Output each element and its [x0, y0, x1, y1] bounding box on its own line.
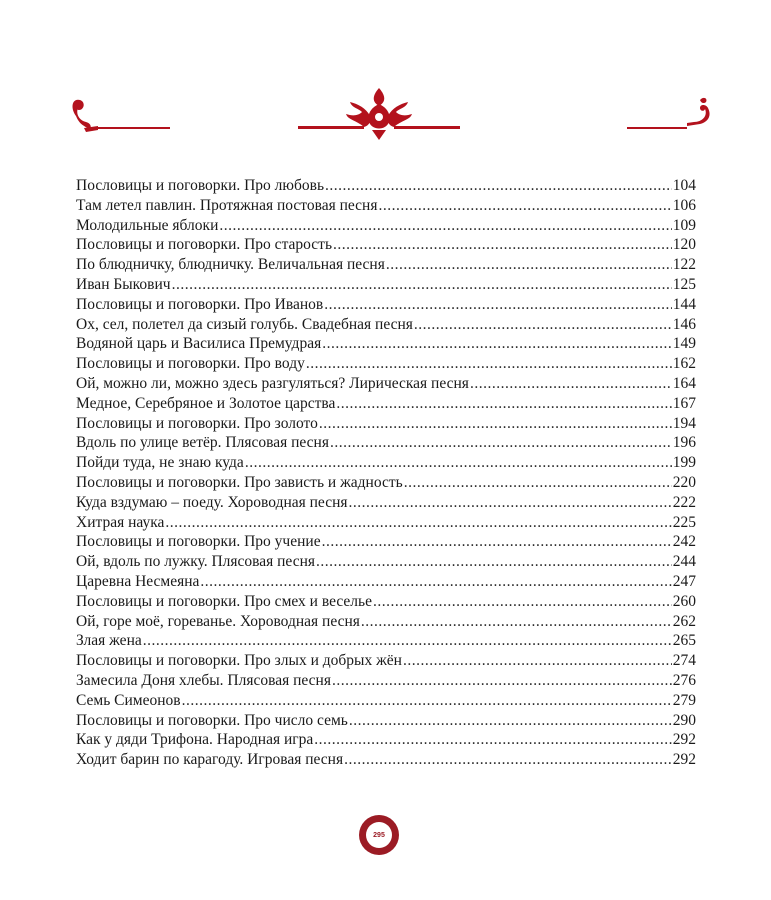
toc-entry-page: 220 [672, 473, 696, 491]
toc-entry-page: 262 [672, 612, 696, 630]
toc-leader-dots [200, 572, 671, 592]
toc-entry-title: Ой, горе моё, гореванье. Хороводная песня [76, 612, 360, 630]
toc-entry-title: Пословицы и поговорки. Про зависть и жадность [76, 473, 403, 491]
toc-entry[interactable] [76, 176, 696, 196]
toc-entry-title: Куда вздумаю – поеду. Хороводная песня [76, 493, 348, 511]
left-flourish-icon [73, 100, 98, 132]
toc-entry-title: Вдоль по улице ветёр. Плясовая песня [76, 434, 329, 452]
toc-entry-page: 292 [672, 751, 696, 769]
toc-entry-page: 120 [672, 236, 696, 254]
toc-leader-dots [349, 711, 672, 731]
toc-entry-title: Водяной царь и Василиса Премудрая [76, 335, 322, 353]
toc-entry-page: 167 [672, 394, 696, 412]
toc-entry-title: Медное, Серебряное и Золотое царства [76, 394, 336, 412]
toc-entry-page: 242 [672, 533, 696, 551]
toc-leader-dots [306, 354, 672, 374]
toc-leader-dots [378, 196, 671, 216]
toc-entry[interactable] [76, 691, 696, 711]
toc-entry-title: Ох, сел, полетел да сизый голубь. Свадебная песня [76, 315, 413, 333]
toc-entry-page: 109 [672, 216, 696, 234]
toc-leader-dots [344, 750, 672, 770]
toc-leader-dots [330, 433, 672, 453]
toc-entry[interactable] [76, 532, 696, 552]
toc-entry-title: Пословицы и поговорки. Про воду [76, 355, 305, 373]
toc-leader-dots [333, 235, 672, 255]
toc-entry[interactable] [76, 572, 696, 592]
header-ornament [0, 86, 771, 146]
toc-entry-page: 279 [672, 691, 696, 709]
toc-entry[interactable] [76, 631, 696, 651]
right-rule [627, 127, 687, 129]
toc-entry[interactable] [76, 216, 696, 236]
toc-entry[interactable] [76, 473, 696, 493]
toc-entry-title: Молодильные яблоки [76, 216, 219, 234]
toc-leader-dots [322, 532, 672, 552]
toc-entry-title: Пословицы и поговорки. Про старость [76, 236, 333, 254]
toc-leader-dots [172, 275, 672, 295]
toc-entry-title: Как у дяди Трифона. Народная игра [76, 731, 314, 749]
toc-leader-dots [470, 374, 672, 394]
toc-entry-page: 265 [672, 632, 696, 650]
toc-entry-page: 244 [672, 553, 696, 571]
toc-entry-title: По блюдничку, блюдничку. Величальная песня [76, 256, 385, 274]
toc-entry-page: 260 [672, 592, 696, 610]
toc-entry-page: 199 [672, 454, 696, 472]
toc-leader-dots [182, 691, 672, 711]
toc-entry-title: Ходит барин по карагоду. Игровая песня [76, 751, 344, 769]
toc-leader-dots [219, 216, 671, 236]
toc-entry-page: 292 [672, 731, 696, 749]
toc-entry-title: Иван Быкович [76, 275, 171, 293]
toc-entry-page: 290 [672, 711, 696, 729]
toc-entry-title: Пословицы и поговорки. Про Иванов [76, 295, 324, 313]
toc-entry-title: Пословицы и поговорки. Про смех и веселье [76, 592, 372, 610]
toc-entry-page: 247 [672, 572, 696, 590]
right-flourish-icon [687, 98, 710, 126]
toc-entry[interactable] [76, 235, 696, 255]
toc-leader-dots [403, 651, 672, 671]
toc-leader-dots [332, 671, 672, 691]
toc-leader-dots [361, 612, 672, 632]
toc-entry[interactable] [76, 334, 696, 354]
toc-entry-page: 225 [672, 513, 696, 531]
table-of-contents [76, 176, 696, 770]
toc-entry[interactable] [76, 612, 696, 632]
toc-leader-dots [336, 394, 671, 414]
toc-entry-page: 164 [672, 374, 696, 392]
toc-entry[interactable] [76, 671, 696, 691]
toc-leader-dots [322, 334, 672, 354]
toc-entry[interactable] [76, 295, 696, 315]
toc-entry[interactable] [76, 275, 696, 295]
toc-entry-title: Ой, можно ли, можно здесь разгуляться? Лирическая песня [76, 374, 469, 392]
toc-entry-page: 194 [672, 414, 696, 432]
toc-entry-title: Царевна Несмеяна [76, 572, 200, 590]
toc-entry-page: 104 [672, 177, 696, 194]
toc-entry-title: Злая жена [76, 632, 142, 650]
toc-entry-page: 162 [672, 355, 696, 373]
toc-entry-title: Хитрая наука [76, 513, 165, 531]
toc-entry-title: Пословицы и поговорки. Про злых и добрых жён [76, 652, 402, 670]
toc-entry[interactable] [76, 651, 696, 671]
toc-leader-dots [386, 255, 672, 275]
toc-entry-title: Пословицы и поговорки. Про золото [76, 414, 318, 432]
toc-entry[interactable] [76, 196, 696, 216]
toc-entry-page: 122 [672, 256, 696, 274]
toc-entry-page: 149 [672, 335, 696, 353]
page-number-badge [359, 815, 399, 855]
toc-entry-title: Пословицы и поговорки. Про учение [76, 533, 321, 551]
page-number: 295 [366, 822, 392, 848]
toc-leader-dots [324, 295, 672, 315]
toc-entry[interactable] [76, 552, 696, 572]
toc-leader-dots [245, 453, 672, 473]
toc-entry[interactable] [76, 592, 696, 612]
toc-entry[interactable] [76, 453, 696, 473]
toc-entry-page: 196 [672, 434, 696, 452]
toc-leader-dots [414, 315, 672, 335]
toc-entry[interactable] [76, 414, 696, 434]
toc-leader-dots [316, 552, 672, 572]
toc-entry-page: 222 [672, 493, 696, 511]
toc-entry[interactable] [76, 394, 696, 414]
toc-entry[interactable] [76, 433, 696, 453]
toc-entry[interactable] [76, 513, 696, 533]
toc-leader-dots [143, 631, 672, 651]
toc-entry-page: 276 [672, 671, 696, 689]
toc-leader-dots [373, 592, 672, 612]
toc-entry-page: 144 [672, 295, 696, 313]
toc-entry-title: Ой, вдоль по лужку. Плясовая песня [76, 553, 316, 571]
toc-leader-dots [314, 730, 672, 750]
toc-leader-dots [325, 176, 672, 196]
toc-entry-title: Пословицы и поговорки. Про число семь [76, 711, 348, 729]
toc-entry[interactable] [76, 354, 696, 374]
toc-entry-title: Пословицы и поговорки. Про любовь [76, 177, 325, 194]
toc-entry-page: 106 [672, 196, 696, 214]
toc-entry[interactable] [76, 493, 696, 513]
toc-entry-title: Пойди туда, не знаю куда [76, 454, 244, 472]
left-rule [98, 127, 170, 129]
toc-entry-title: Там летел павлин. Протяжная постовая песня [76, 196, 378, 214]
toc-entry[interactable] [76, 374, 696, 394]
toc-entry-page: 125 [672, 275, 696, 293]
toc-entry[interactable] [76, 730, 696, 750]
center-ornament-icon [298, 88, 460, 140]
toc-entry-title: Семь Симеонов [76, 691, 181, 709]
toc-entry-page: 274 [672, 652, 696, 670]
toc-entry-page: 146 [672, 315, 696, 333]
toc-entry[interactable] [76, 711, 696, 731]
toc-entry-title: Замесила Доня хлебы. Плясовая песня [76, 671, 331, 689]
toc-leader-dots [165, 513, 671, 533]
toc-entry[interactable] [76, 255, 696, 275]
toc-leader-dots [349, 493, 672, 513]
toc-entry[interactable] [76, 750, 696, 770]
toc-leader-dots [319, 414, 672, 434]
toc-leader-dots [404, 473, 672, 493]
toc-entry[interactable] [76, 315, 696, 335]
